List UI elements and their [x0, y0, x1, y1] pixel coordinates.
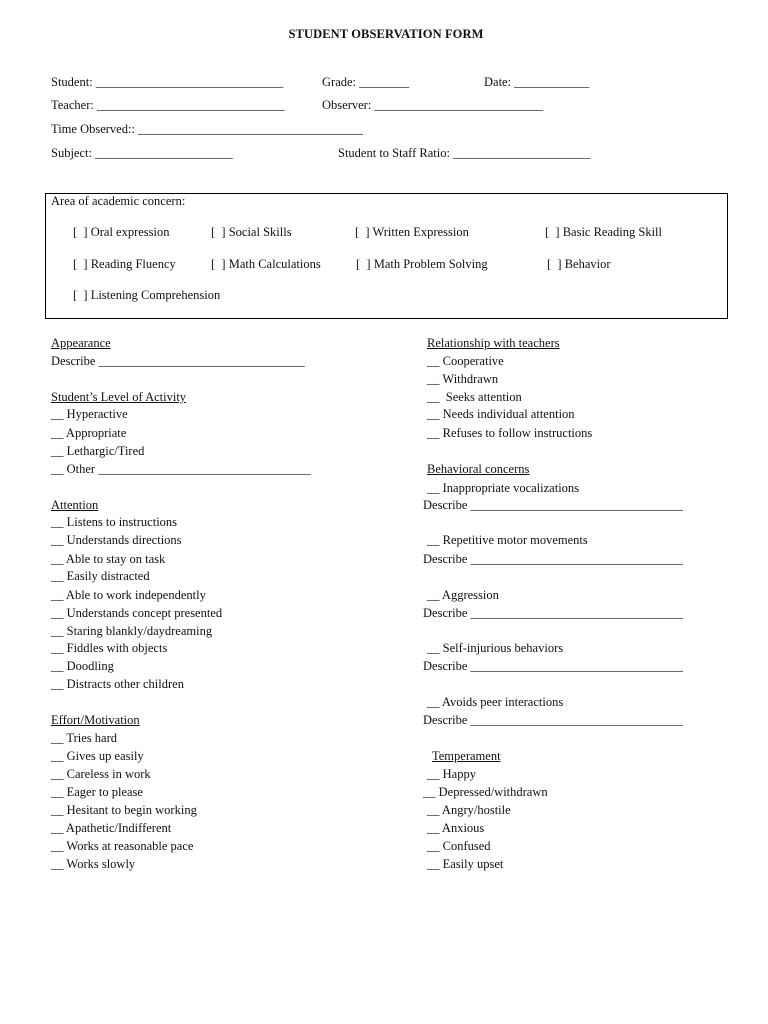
attention-heading: Attention: [51, 498, 99, 512]
option-math-calculations[interactable]: [ ] Math Calculations: [211, 257, 321, 271]
option-behavior[interactable]: [ ] Behavior: [547, 257, 611, 271]
attention-item[interactable]: __ Listens to instructions: [51, 515, 178, 529]
observer-field[interactable]: Observer: ___________________________: [322, 98, 544, 112]
activity-heading: Student’s Level of Activity: [51, 390, 187, 404]
academic-concern-heading: Area of academic concern:: [51, 194, 186, 208]
temperament-heading: Temperament: [432, 749, 501, 763]
attention-item[interactable]: __ Able to stay on task: [51, 552, 166, 566]
appearance-heading: Appearance: [51, 336, 111, 350]
temperament-item[interactable]: __ Anxious: [427, 821, 485, 835]
attention-item[interactable]: __ Fiddles with objects: [51, 641, 168, 655]
behavior-item[interactable]: __ Self-injurious behaviors: [427, 641, 564, 655]
behavior-item[interactable]: __ Aggression: [427, 588, 499, 602]
staff-ratio-field[interactable]: Student to Staff Ratio: ______________________: [338, 146, 591, 160]
relationship-item[interactable]: __ Withdrawn: [427, 372, 499, 386]
behavioral-concerns-heading: Behavioral concerns: [427, 462, 530, 476]
relationship-item[interactable]: __ Cooperative: [427, 354, 504, 368]
temperament-item[interactable]: __ Happy: [427, 767, 476, 781]
temperament-item[interactable]: __ Confused: [427, 839, 491, 853]
attention-item[interactable]: __ Doodling: [51, 659, 114, 673]
time-observed-field[interactable]: Time Observed:: ____________________________________: [51, 122, 364, 136]
behavior-describe-field[interactable]: Describe __________________________________: [423, 659, 684, 673]
behavior-item[interactable]: __ Repetitive motor movements: [427, 533, 588, 547]
activity-item[interactable]: __ Appropriate: [51, 426, 127, 440]
relationship-item[interactable]: __ Refuses to follow instructions: [427, 426, 593, 440]
effort-item[interactable]: __ Eager to please: [51, 785, 143, 799]
option-oral-expression[interactable]: [ ] Oral expression: [73, 225, 170, 239]
date-field[interactable]: Date: ____________: [484, 75, 590, 89]
activity-item[interactable]: __ Other __________________________________: [51, 462, 311, 476]
grade-field[interactable]: Grade: ________: [322, 75, 410, 89]
effort-heading: Effort/Motivation: [51, 713, 140, 727]
effort-item[interactable]: __ Careless in work: [51, 767, 151, 781]
attention-item[interactable]: __ Distracts other children: [51, 677, 184, 691]
relationship-heading: Relationship with teachers: [427, 336, 560, 350]
effort-item[interactable]: __ Works slowly: [51, 857, 136, 871]
activity-item[interactable]: __ Hyperactive: [51, 407, 128, 421]
relationship-item[interactable]: __ Needs individual attention: [427, 407, 575, 421]
attention-item[interactable]: __ Able to work independently: [51, 588, 206, 602]
effort-item[interactable]: __ Works at reasonable pace: [51, 839, 194, 853]
effort-item[interactable]: __ Tries hard: [51, 731, 117, 745]
attention-item[interactable]: __ Staring blankly/daydreaming: [51, 624, 213, 638]
temperament-item[interactable]: __ Depressed/withdrawn: [423, 785, 548, 799]
student-field[interactable]: Student: ______________________________: [51, 75, 284, 89]
temperament-item[interactable]: __ Easily upset: [427, 857, 504, 871]
activity-item[interactable]: __ Lethargic/Tired: [51, 444, 145, 458]
effort-item[interactable]: __ Hesitant to begin working: [51, 803, 197, 817]
behavior-describe-field[interactable]: Describe __________________________________: [423, 713, 684, 727]
behavior-describe-field[interactable]: Describe __________________________________: [423, 498, 684, 512]
behavior-item[interactable]: __ Avoids peer interactions: [427, 695, 564, 709]
effort-item[interactable]: __ Gives up easily: [51, 749, 144, 763]
teacher-field[interactable]: Teacher: ______________________________: [51, 98, 285, 112]
option-math-problem-solving[interactable]: [ ] Math Problem Solving: [356, 257, 488, 271]
behavior-describe-field[interactable]: Describe __________________________________: [423, 606, 684, 620]
option-written-expression[interactable]: [ ] Written Expression: [355, 225, 469, 239]
appearance-describe-field[interactable]: Describe _________________________________: [51, 354, 305, 368]
attention-item[interactable]: __ Understands directions: [51, 533, 182, 547]
relationship-item[interactable]: __ Seeks attention: [427, 390, 522, 404]
option-social-skills[interactable]: [ ] Social Skills: [211, 225, 292, 239]
temperament-item[interactable]: __ Angry/hostile: [427, 803, 511, 817]
behavior-item[interactable]: __ Inappropriate vocalizations: [427, 481, 580, 495]
form-title: STUDENT OBSERVATION FORM: [288, 27, 484, 41]
behavior-describe-field[interactable]: Describe __________________________________: [423, 552, 684, 566]
option-reading-fluency[interactable]: [ ] Reading Fluency: [73, 257, 176, 271]
option-listening-comprehension[interactable]: [ ] Listening Comprehension: [73, 288, 221, 302]
subject-field[interactable]: Subject: ______________________: [51, 146, 233, 160]
attention-item[interactable]: __ Easily distracted: [51, 569, 150, 583]
effort-item[interactable]: __ Apathetic/Indifferent: [51, 821, 172, 835]
option-basic-reading-skill[interactable]: [ ] Basic Reading Skill: [545, 225, 662, 239]
attention-item[interactable]: __ Understands concept presented: [51, 606, 223, 620]
